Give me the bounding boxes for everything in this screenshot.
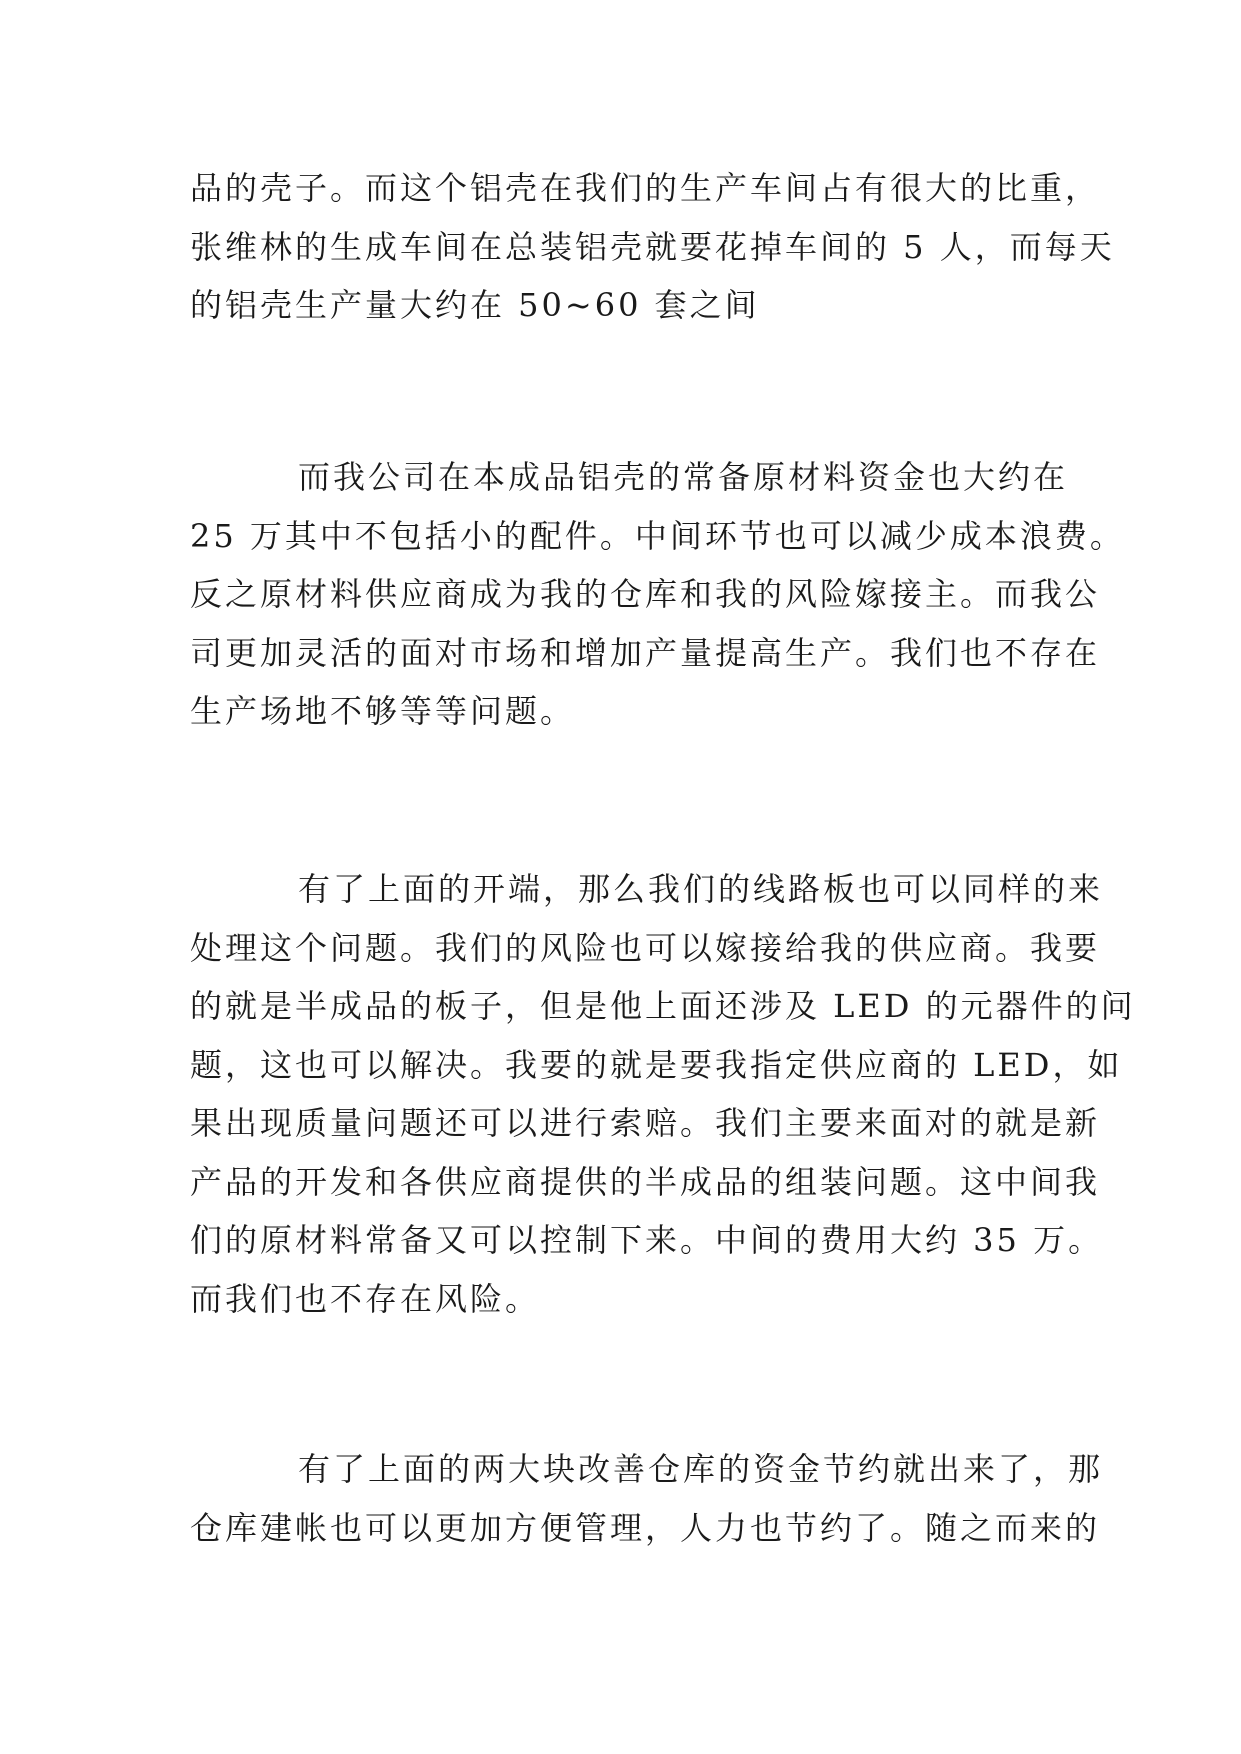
text-line: 的铝壳生产量大约在 50~60 套之间 (190, 286, 760, 324)
text-line: 果出现质量问题还可以进行索赔。我们主要来面对的就是新 (190, 1104, 1101, 1142)
text-line: 仓库建帐也可以更加方便管理，人力也节约了。随之而来的 (190, 1508, 1101, 1547)
text-line: 有了上面的两大块改善仓库的资金节约就出来了，那 (298, 1450, 1104, 1488)
text-line: 而我们也不存在风险。 (190, 1279, 541, 1318)
text-line: 品的壳子。而这个铝壳在我们的生产车间占有很大的比重， (190, 169, 1101, 207)
paragraph-2 (190, 448, 1125, 741)
paragraph-1 (190, 159, 1115, 335)
text-line: 的就是半成品的板子，但是他上面还涉及 LED 的元器件的问 (190, 987, 1136, 1025)
text-line: 而我公司在本成品铝壳的常备原材料资金也大约在 (298, 458, 1069, 496)
paragraph-4 (190, 1440, 1104, 1557)
text-line: 反之原材料供应商成为我的仓库和我的风险嫁接主。而我公 (190, 575, 1101, 613)
text-line: 生产场地不够等等问题。 (190, 692, 576, 730)
text-line: 张维林的生成车间在总装铝壳就要花掉车间的 5 人，而每天 (190, 227, 1115, 266)
text-line: 题，这也可以解决。我要的就是要我指定供应商的 LED，如 (190, 1045, 1123, 1084)
text-line: 有了上面的开端，那么我们的线路板也可以同样的来 (298, 870, 1104, 908)
text-line: 们的原材料常备又可以控制下来。中间的费用大约 35 万。 (190, 1221, 1104, 1259)
text-line: 司更加灵活的面对市场和增加产量提高生产。我们也不存在 (190, 633, 1101, 672)
text-line: 产品的开发和各供应商提供的半成品的组装问题。这中间我 (190, 1162, 1101, 1201)
text-line: 25 万其中不包括小的配件。中间环节也可以减少成本浪费。 (190, 516, 1125, 555)
text-line: 处理这个问题。我们的风险也可以嫁接给我的供应商。我要 (190, 928, 1101, 967)
paragraph-3 (190, 860, 1136, 1328)
